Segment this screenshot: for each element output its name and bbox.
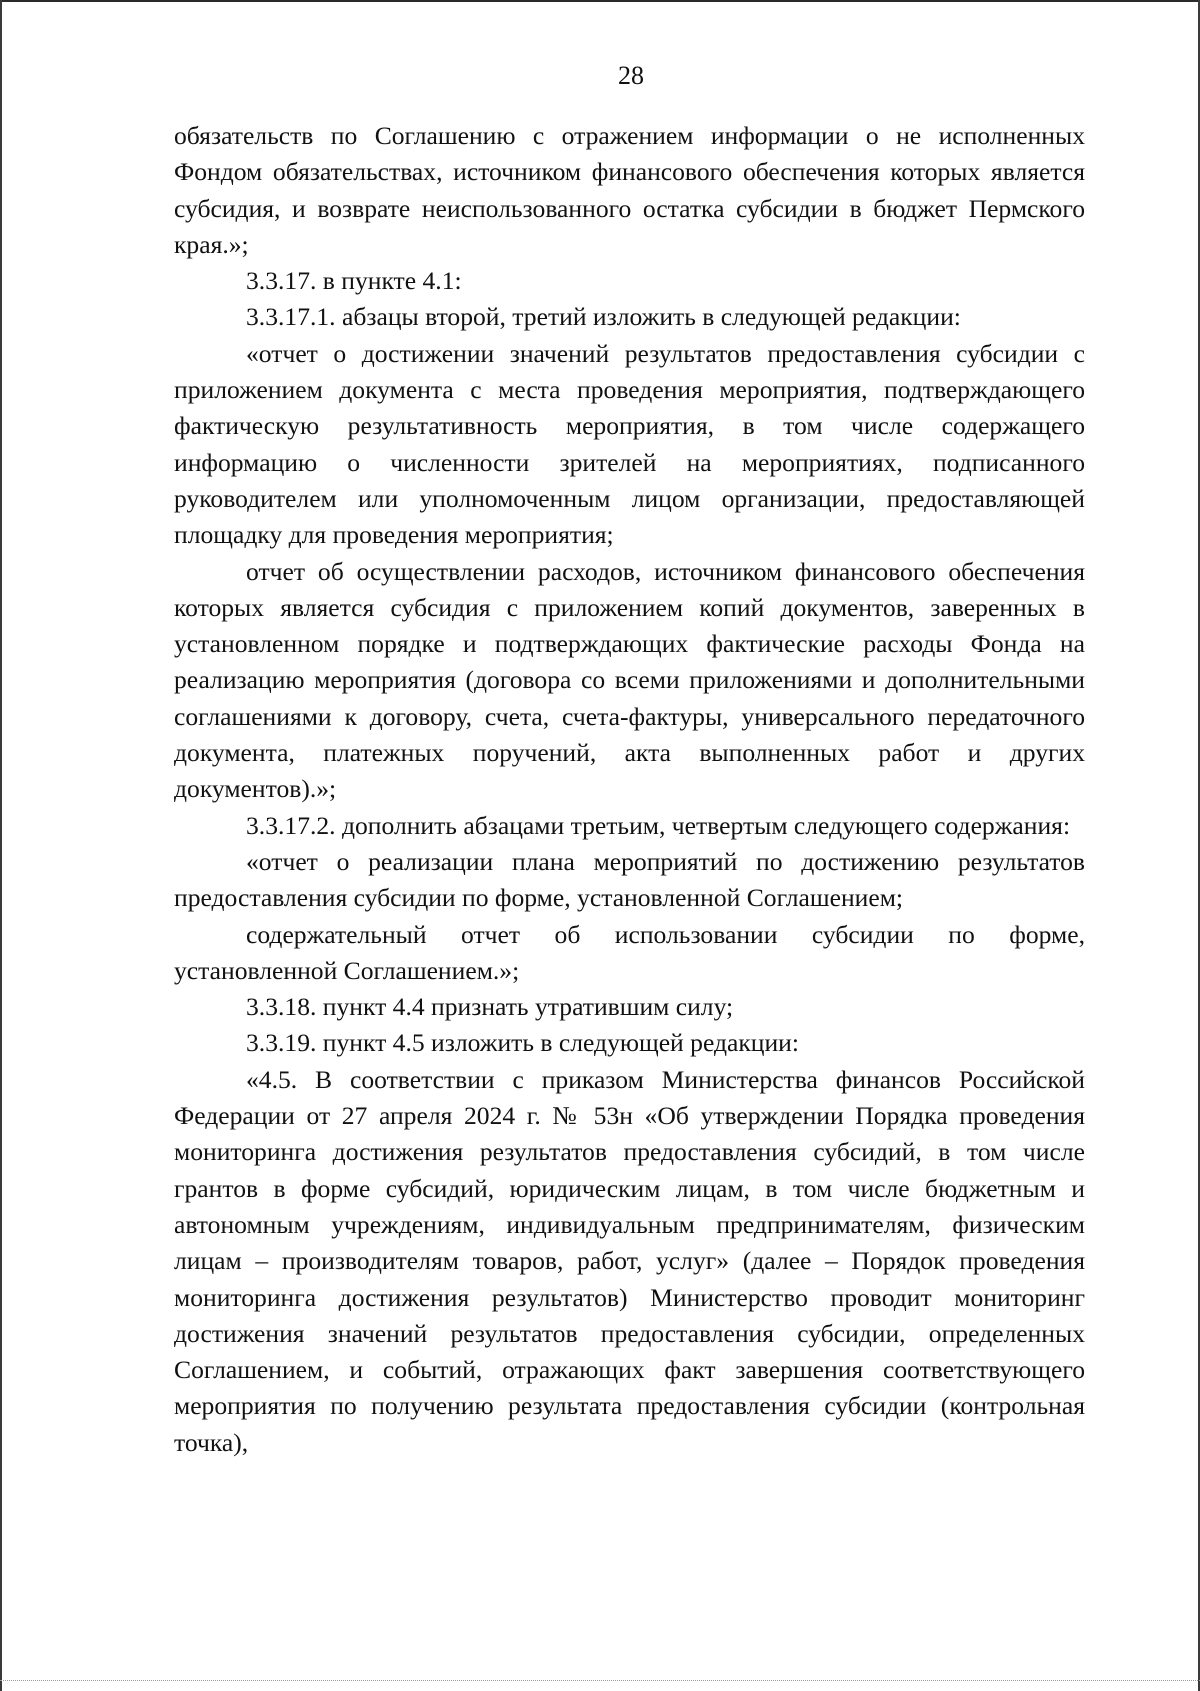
paragraph-9: 3.3.18. пункт 4.4 признать утратившим силу;: [246, 992, 734, 1022]
document-body: [174, 118, 1085, 1461]
paragraph-10: 3.3.19. пункт 4.5 изложить в следующей редакции:: [246, 1028, 799, 1058]
paragraph-4: «отчет о достижении значений результатов предоставления субсидии с приложением документа с места проведения мероприятия, подтверждающего фактическую результативность мероприятия, в том числе содержащего информацию о численности зрителей на мероприятиях, подписанного руководителем или уполномоченным лицом организации, предоставляющей площадку для проведения мероприятия;: [174, 338, 1085, 550]
scan-edge-top: [0, 0, 1200, 2]
paragraph-5: отчет об осуществлении расходов, источником финансового обеспечения которых является субсидия с приложением копий документов, заверенных в установленном порядке и подтверждающих фактические расходы Фонда на реализацию мероприятия (договора со всеми приложениями и дополнительными соглашениями к договору, счета, счета-фактуры, универсального передаточного документа, платежных поручений, акта выполненных работ и других документов).»;: [174, 556, 1085, 804]
paragraph-1: обязательств по Соглашению с отражением информации о не исполненных Фондом обязательствах, источником финансового обеспечения которых является субсидия, и возврате неиспользованного остатка субсидии в бюджет Пермского края.»;: [174, 121, 1085, 259]
paragraph-11: «4.5. В соответствии с приказом Министерства финансов Российской Федерации от 27 апреля 2024 г. № 53н «Об утверждении Порядка проведения мониторинга достижения результатов предоставления субсидий, в том числе грантов в форме субсидий, юридическим лицам, в том числе бюджетным и автономным учреждениям, индивидуальным предпринимателям, физическим лицам – производителям товаров, работ, услуг» (далее – Порядок проведения мониторинга достижения результатов) Министерство проводит мониторинг достижения значений результатов предоставления субсидии, определенных Соглашением, и событий, отражающих факт завершения соответствующего мероприятия по получению результата предоставления субсидии (контрольная точка),: [174, 1064, 1085, 1457]
paragraph-2: 3.3.17. в пункте 4.1:: [246, 266, 462, 296]
scan-edge-bottom: [0, 1679, 1200, 1681]
paragraph-6: 3.3.17.2. дополнить абзацами третьим, четвертым следующего содержания:: [246, 810, 1071, 840]
paragraph-7: «отчет о реализации плана мероприятий по достижению результатов предоставления субсидии по форме, установленной Соглашением;: [174, 846, 1085, 913]
page-number: 28: [618, 61, 644, 90]
scan-edge-left: [0, 0, 2, 1691]
paragraph-3: 3.3.17.1. абзацы второй, третий изложить в следующей редакции:: [246, 302, 961, 332]
paragraph-8: содержательный отчет об использовании субсидии по форме, установленной Соглашением.»;: [174, 919, 1085, 985]
